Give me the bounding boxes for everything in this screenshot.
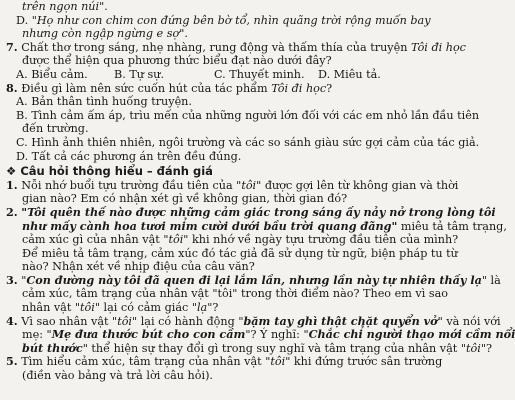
q8-option-d: D. Tất cả các phương án trên đều đúng. — [16, 149, 242, 163]
work-title: Tôi đi học — [271, 81, 327, 95]
question-text: "? — [207, 301, 219, 315]
quoted-word: tôi — [117, 314, 133, 328]
question-number: 5. — [6, 354, 18, 369]
question-text: Nỗi nhớ buổi tựu trường đầu tiên của " — [21, 178, 242, 192]
option-b: B. Tự sự. — [114, 67, 165, 81]
question-text: Tìm hiểu cảm xúc, tâm trạng của nhân vật " — [21, 355, 271, 369]
question-text: " được gợi lên từ không gian và thời — [256, 178, 459, 192]
question-8 — [6, 82, 390, 96]
q8-option-b: B. Tình cảm ấm áp, trìu mến của những người lớn đối với các em nhỏ lần đầu tiên — [16, 108, 480, 122]
option-c: C. Thuyết minh. — [214, 67, 305, 81]
quoted-passage: Chắc chỉ người thạo mới cầm nổi — [308, 327, 515, 342]
question-text: Vì sao nhân vật " — [21, 314, 118, 328]
carryover-line: trên ngọn núi". — [22, 0, 108, 13]
question-number: 2. — [6, 204, 18, 219]
quoted-word: tôi — [80, 301, 95, 315]
question-text: miêu tả tâm trạng, — [397, 219, 507, 233]
bullet-icon: ❖ — [6, 164, 17, 179]
q6-option-d — [6, 13, 431, 28]
quoted-passage: bút thước — [22, 340, 83, 355]
work-title: Tôi đi học — [410, 40, 466, 54]
comprehension-question-2-cont: Để miêu tả tâm trạng, cảm xúc đó tác giả đã sử dụng từ ngữ, biện pháp tu từ — [22, 246, 458, 260]
quoted-word: tôi — [168, 233, 184, 247]
question-text: " — [21, 273, 27, 287]
quoted-word: tôi — [466, 341, 481, 355]
comprehension-question-2-cont — [6, 233, 459, 247]
comprehension-question-1 — [6, 177, 459, 193]
quoted-word: tôi — [270, 355, 286, 369]
question-7-cont: được thể hiện qua phương thức biểu đạt nào dưới đây? — [22, 54, 332, 68]
question-text: "? Ý nghĩ: " — [245, 328, 309, 342]
comprehension-question-2-cont: nào? Nhận xét về nhịp điệu của câu văn? — [22, 260, 255, 274]
q8-option-a: A. Bản thân tình huống truyện. — [16, 95, 192, 109]
question-text: "? — [480, 341, 492, 355]
quoted-word: lạ — [196, 301, 208, 315]
option-text: "Họ như con chim con đứng bên bờ tổ, nhìn quãng trời rộng muốn bay — [31, 13, 431, 27]
quoted-passage: Con đường này tôi đã quen đi lại lắm lần, nhưng lần này tự nhiên thấy lạ — [26, 272, 482, 287]
option-d: D. Miêu tả. — [318, 67, 381, 81]
question-text: nhân vật " — [22, 301, 81, 315]
section-heading — [6, 165, 390, 179]
question-7-options — [6, 68, 390, 82]
question-number: 1. — [6, 177, 18, 192]
question-number: 3. — [6, 272, 18, 287]
quoted-word: tôi — [241, 178, 257, 192]
q8-option-b-cont: đến trường. — [22, 122, 89, 136]
question-text: " khi nhớ về ngày tựu trường đầu tiên của mình? — [183, 233, 459, 247]
question-text: " là — [481, 273, 501, 287]
comprehension-question-4-cont — [6, 340, 492, 356]
option-letter: D. — [16, 13, 29, 27]
comprehension-question-5-cont: (điền vào bảng và trả lời câu hỏi). — [22, 369, 213, 383]
question-mark: ? — [326, 81, 333, 95]
comprehension-question-2-cont — [6, 218, 507, 234]
question-number: 4. — [6, 313, 18, 328]
q8-option-c: C. Hình ảnh thiên nhiên, ngôi trường và các so sánh giàu sức gợi cảm của tác giả. — [16, 135, 480, 149]
question-text: " lại có hành động " — [132, 314, 244, 328]
question-text: Điều gì làm nên sức cuốn hút của tác phẩm — [21, 81, 268, 95]
question-text: " và nói với — [437, 314, 501, 328]
question-text: Chất thơ trong sáng, nhẹ nhàng, rung động và thấm thía của truyện — [21, 40, 408, 54]
quoted-passage: như mấy cành hoa tươi mỉm cười dưới bầu trời quang đãng" — [22, 218, 398, 233]
question-7 — [6, 39, 466, 55]
comprehension-question-5 — [6, 354, 443, 369]
comprehension-question-1-cont: gian nào? Em có nhận xét gì về không gian, thời gian đó? — [22, 192, 348, 206]
section-title: Câu hỏi thông hiểu – đánh giá — [20, 164, 213, 179]
quoted-passage: "Tôi quên thế nào được những cảm giác trong sáng ấy nảy nở trong lòng tôi — [21, 204, 496, 219]
comprehension-question-4-cont — [6, 327, 515, 342]
question-text: " khi đứng trước sân trường — [285, 355, 443, 369]
comprehension-question-3 — [6, 272, 501, 288]
q6-option-d-cont: nhưng còn ngập ngừng e sợ". — [22, 27, 188, 41]
question-number: 8. — [6, 80, 18, 95]
quoted-passage: bặm tay ghì thật chặt quyển vở — [243, 313, 438, 328]
comprehension-question-3-cont: cảm xúc, tâm trạng của nhân vật "tôi" trong thời điểm nào? Theo em vì sao — [22, 287, 448, 301]
comprehension-question-3-cont — [6, 301, 390, 315]
question-number: 7. — [6, 39, 18, 54]
quoted-passage: Mẹ đưa thước bút cho con cầm — [51, 327, 246, 342]
question-text: " thể hiện sự thay đổi gì trong suy nghĩ và tâm trạng của nhân vật " — [82, 341, 466, 355]
comprehension-question-2 — [6, 204, 496, 220]
question-text: cảm xúc gì của nhân vật " — [22, 233, 169, 247]
question-text: " lại có cảm giác " — [94, 301, 197, 315]
question-text: mẹ: " — [22, 328, 52, 342]
option-a: A. Biểu cảm. — [16, 67, 88, 81]
